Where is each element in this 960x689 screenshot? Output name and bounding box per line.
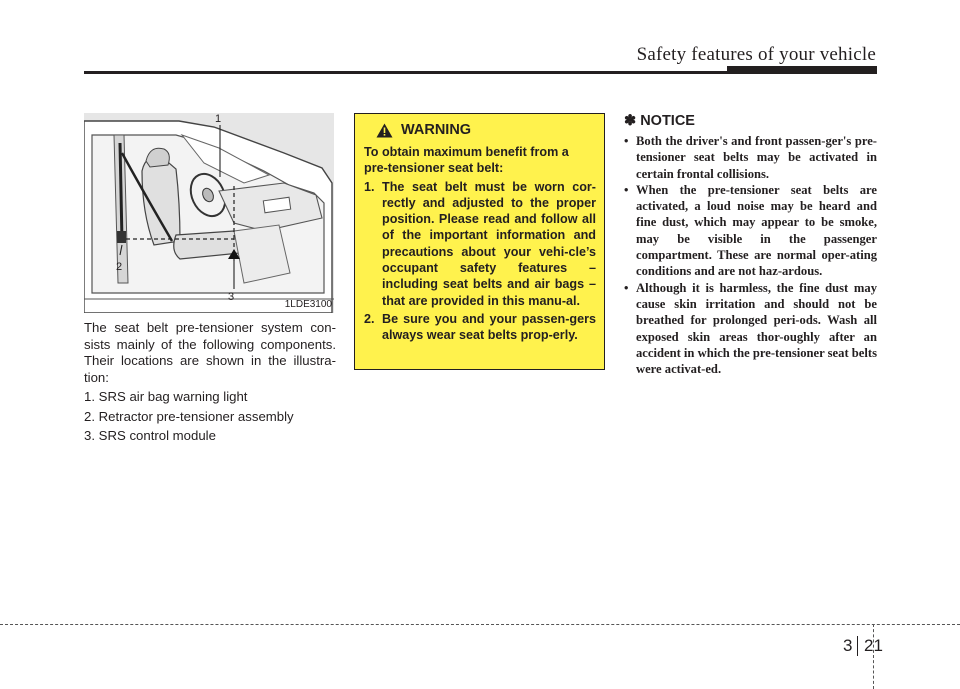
notice-item <box>624 280 877 378</box>
callout-2: 2 <box>116 261 123 273</box>
header-title: Safety features of your vehicle <box>636 44 876 65</box>
warning-item-text: The seat belt must be worn cor-rectly and adjusted to the proper position. Please read and follow all of the important information and precautions about your vehi-cle’s occupant safety features – including seat belts and air bags – that are provided in this manu-al. <box>382 179 596 308</box>
component-item: 2. Retractor pre-tensioner assembly <box>84 408 294 424</box>
car-interior-illustration <box>84 113 334 313</box>
component-item: 1. SRS air bag warning light <box>84 389 248 404</box>
notice-item-text: Although it is harmless, the fine dust may cause skin irritation and should not be breathed for prolonged peri-ods. Wash all exposed skin areas thor-oughly after an accident in which the pre-tensioner seat belts were activat-ed. <box>636 280 877 377</box>
bullet-icon: • <box>624 280 629 295</box>
notice-star-icon: ✽ <box>624 113 637 129</box>
footer-dashed-rule <box>0 624 960 625</box>
bullet-icon: • <box>624 134 629 148</box>
callout-3: 3 <box>228 291 235 303</box>
warning-item-number: 1. <box>364 179 375 194</box>
warning-item-text: Be sure you and your passen-gers always wear seat belts prop-erly. <box>382 311 596 343</box>
notice-section <box>624 113 877 377</box>
warning-item <box>364 311 596 344</box>
body-text <box>84 320 336 445</box>
page-number: 21 <box>864 636 883 655</box>
page-separator <box>857 636 858 656</box>
warning-title: WARNING <box>401 122 472 138</box>
notice-item <box>624 133 877 182</box>
warning-lead: To obtain maximum benefit from a pre-tensioner seat belt: <box>364 145 569 176</box>
callout-1: 1 <box>215 113 222 125</box>
warning-header <box>376 122 596 138</box>
warning-item-number: 2. <box>364 311 375 326</box>
figure-code: 1LDE3100 <box>284 299 332 310</box>
component-item: 3. SRS control module <box>84 428 216 443</box>
notice-item <box>624 182 877 280</box>
notice-title: NOTICE <box>640 113 695 129</box>
warning-box <box>354 113 605 370</box>
notice-item-text: Both the driver's and front passen-ger's pre-tensioner seat belts may be activated in certain frontal collisions. <box>636 134 877 181</box>
notice-item-text: When the pre-tensioner seat belts are activated, a loud noise may be heard and fine dust, which may appear to be smoke, may be visible in the passenger compartment. These are normal oper-ating conditions and are not haz-ardous. <box>636 182 877 279</box>
warning-item <box>364 179 596 309</box>
header-rule-accent <box>727 66 877 74</box>
chapter-number: 3 <box>843 636 853 655</box>
car-interior-drawing <box>84 113 334 313</box>
warning-triangle-icon <box>376 123 393 138</box>
bullet-icon: • <box>624 182 629 197</box>
notice-header <box>624 113 877 129</box>
intro-paragraph: The seat belt pre-tensioner system con-sists mainly of the following components. Their locations are shown in the illustra-tion: <box>84 320 336 385</box>
footer-vertical-rule <box>873 624 874 689</box>
